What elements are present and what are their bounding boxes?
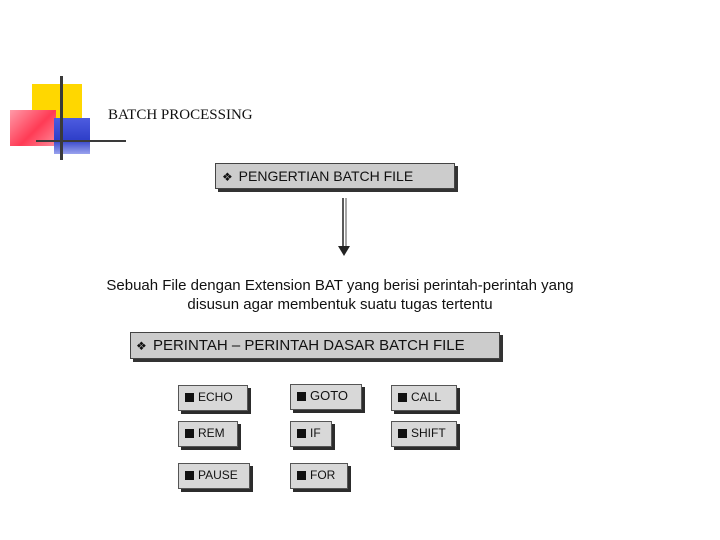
- command-label: SHIFT: [411, 426, 446, 440]
- slide-title: BATCH PROCESSING: [108, 107, 253, 123]
- command-rem: [178, 421, 238, 447]
- command-label: GOTO: [310, 388, 349, 403]
- command-label: ECHO: [198, 390, 233, 404]
- command-label: PAUSE: [198, 468, 238, 482]
- square-bullet-icon: [185, 429, 194, 438]
- command-for: [290, 463, 348, 489]
- description: [60, 276, 620, 314]
- command-pause: [178, 463, 250, 489]
- command-shift: [391, 421, 457, 447]
- section-header-label: PENGERTIAN BATCH FILE: [238, 168, 414, 184]
- section-header-pengertian: [215, 163, 455, 189]
- diamond-bullet-icon: ❖: [222, 170, 233, 184]
- command-label: CALL: [411, 390, 442, 404]
- command-label: REM: [198, 426, 225, 440]
- command-goto: [290, 384, 362, 410]
- command-echo: [178, 385, 248, 411]
- square-bullet-icon: [297, 471, 306, 480]
- section-header-perintah: [130, 332, 500, 359]
- square-bullet-icon: [185, 393, 194, 402]
- square-bullet-icon: [398, 393, 407, 402]
- diamond-bullet-icon: ❖: [136, 339, 147, 353]
- description-line-1: Sebuah File dengan Extension BAT yang berisi perintah-perintah yang: [106, 277, 574, 294]
- decor-vertical-line: [60, 76, 63, 160]
- command-label: IF: [310, 426, 321, 440]
- description-line-2: disusun agar membentuk suatu tugas tertentu: [187, 296, 493, 313]
- section-header-label: PERINTAH – PERINTAH DASAR BATCH FILE: [152, 337, 465, 354]
- down-arrow-icon: [330, 198, 360, 260]
- command-call: [391, 385, 457, 411]
- square-bullet-icon: [398, 429, 407, 438]
- square-bullet-icon: [297, 429, 306, 438]
- command-if: [290, 421, 332, 447]
- square-bullet-icon: [185, 471, 194, 480]
- square-bullet-icon: [297, 392, 306, 401]
- command-label: FOR: [310, 468, 336, 482]
- decor-horizontal-line: [36, 140, 126, 142]
